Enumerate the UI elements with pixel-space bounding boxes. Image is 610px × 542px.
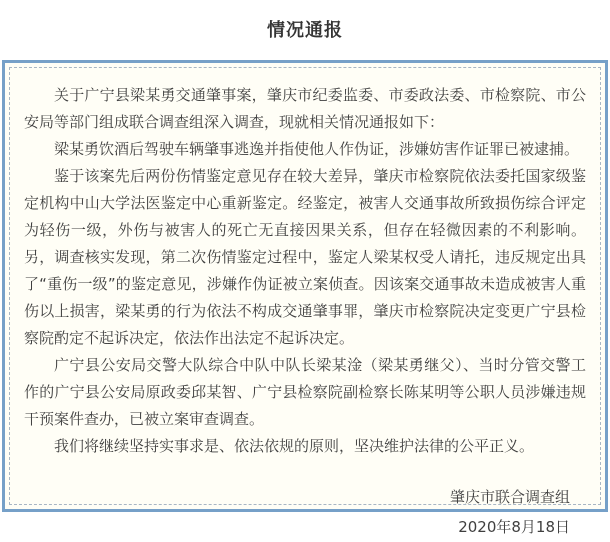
notice-paragraph: 关于广宁县梁某勇交通肇事案，肇庆市纪委监委、市委政法委、市检察院、市公安局等部门组成联合调查组深入调查，现就相关情况通报如下： <box>24 86 586 131</box>
notice-paragraph: 广宁县公安局交警大队综合中队中队长梁某淦（梁某勇继父）、当时分管交警工作的广宁县公安局原政委邱某智、广宁县检察院副检察长陈某明等公职人员涉嫌违规干预案件查办，已被立案审查调查。 <box>24 356 586 428</box>
notice-paragraph: 我们将继续坚持实事求是、依法依规的原则，坚决维护法律的公平正义。 <box>54 437 535 455</box>
signature-org: 肇庆市联合调查组 <box>449 488 570 506</box>
notice-outer-border <box>2 60 608 536</box>
signature-block <box>24 482 586 542</box>
notice-content <box>9 67 601 536</box>
notice-paragraph: 鉴于该案先后两份伤情鉴定意见存在较大差异，肇庆市检察院依法委托国家级鉴定机构中山大学法医鉴定中心重新鉴定。经鉴定，被害人交通事故所致损伤综合评定为轻伤一级，外伤与被害人的死亡无直接因果关系，但存在轻微因素的不利影响。另，调查核实发现，第二次伤情鉴定过程中，鉴定人梁某权受人请托，违反规定出具了“重伤一级”的鉴定意见，涉嫌作伪证被立案侦查。因该案交通事故未造成被害人重伤以上损害，梁某勇的行为依法不构成交通肇事罪，肇庆市检察院决定变更广宁县检察院酌定不起诉决定，依法作出法定不起诉决定。 <box>24 167 586 347</box>
signature-date: 2020年8月18日 <box>458 518 570 536</box>
page-title: 情况通报 <box>267 20 343 41</box>
notice-paragraph: 梁某勇饮酒后驾驶车辆肇事逃逸并指使他人作伪证，涉嫌妨害作证罪已被逮捕。 <box>54 140 580 158</box>
